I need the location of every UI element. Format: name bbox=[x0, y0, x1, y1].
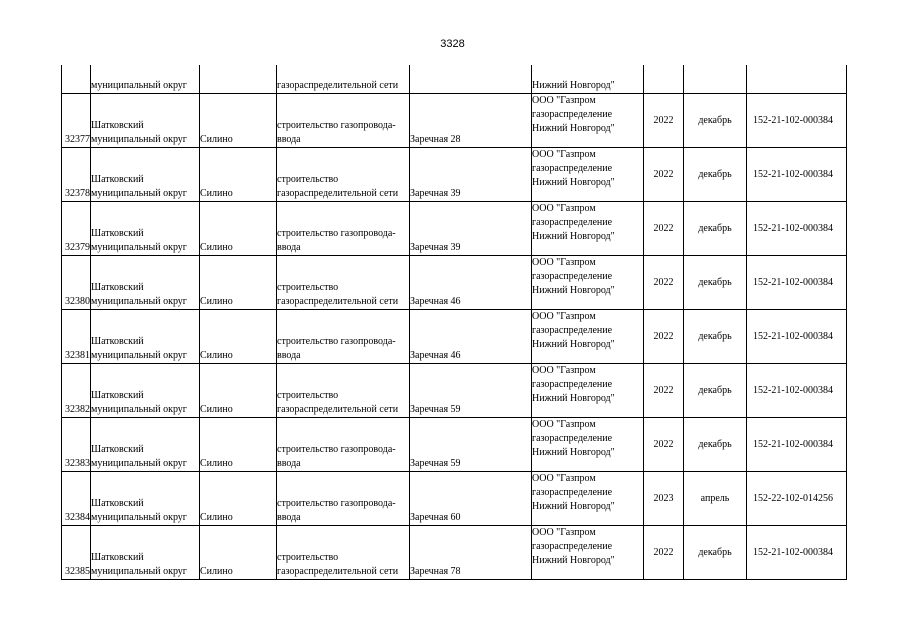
row-number-cell bbox=[62, 94, 91, 148]
code-cell bbox=[747, 256, 847, 310]
district-line-2: муниципальный округ bbox=[91, 350, 187, 361]
work-line-2: ввода bbox=[277, 512, 301, 523]
org-line-1: ООО "Газпром bbox=[532, 203, 596, 214]
district-line-2: муниципальный округ bbox=[91, 242, 187, 253]
district-cell bbox=[91, 418, 200, 472]
district-cell bbox=[91, 472, 200, 526]
district-cell bbox=[91, 148, 200, 202]
org-cell bbox=[532, 148, 644, 202]
permit-code: 152-21-102-000384 bbox=[753, 222, 833, 234]
settlement-cell bbox=[200, 310, 277, 364]
table-row bbox=[62, 364, 847, 418]
table-row bbox=[62, 418, 847, 472]
work-cell bbox=[277, 94, 410, 148]
year: 2023 bbox=[653, 492, 674, 504]
work-cell bbox=[277, 256, 410, 310]
work-line-1: строительство газопровода- bbox=[277, 120, 396, 131]
org-line-3: Нижний Новгород" bbox=[532, 231, 615, 242]
org-line-2: газораспределение bbox=[532, 271, 613, 282]
year-cell bbox=[644, 256, 684, 310]
district-line-1: Шатковский bbox=[91, 444, 144, 455]
settlement-cell bbox=[200, 256, 277, 310]
org-line-1: ООО "Газпром bbox=[532, 149, 596, 160]
year: 2022 bbox=[653, 276, 674, 288]
year: 2022 bbox=[653, 384, 674, 396]
org-line-2: газораспределение bbox=[532, 433, 613, 444]
settlement-cell bbox=[200, 472, 277, 526]
work-cell bbox=[277, 364, 410, 418]
work-line-1: строительство bbox=[277, 174, 339, 185]
month: декабрь bbox=[698, 276, 732, 288]
permit-code: 152-21-102-000384 bbox=[753, 546, 833, 558]
org-line-2: газораспределение bbox=[532, 541, 613, 552]
row-number-cell bbox=[62, 202, 91, 256]
permit-code: 152-21-102-000384 bbox=[753, 114, 833, 126]
work-cell bbox=[277, 526, 410, 580]
work-line-1: строительство газопровода- bbox=[277, 498, 396, 509]
org-line-2: газораспределение bbox=[532, 379, 613, 390]
month-cell bbox=[684, 526, 747, 580]
org-line-1: ООО "Газпром bbox=[532, 257, 596, 268]
row-number-cell bbox=[62, 364, 91, 418]
work-line-1: строительство bbox=[277, 282, 339, 293]
district-line-2: муниципальный округ bbox=[91, 458, 187, 469]
settlement-cell bbox=[200, 364, 277, 418]
month-cell bbox=[684, 310, 747, 364]
row-number: 32383 bbox=[65, 458, 90, 469]
row-number: 32378 bbox=[65, 188, 90, 199]
code-cell bbox=[747, 418, 847, 472]
district-cell bbox=[91, 364, 200, 418]
address-cell bbox=[410, 418, 532, 472]
year-cell bbox=[644, 364, 684, 418]
month-cell bbox=[684, 148, 747, 202]
work-cell bbox=[277, 310, 410, 364]
month: декабрь bbox=[698, 168, 732, 180]
row-number: 32384 bbox=[65, 512, 90, 523]
work-cell bbox=[277, 148, 410, 202]
org-cell bbox=[532, 94, 644, 148]
month-cell bbox=[684, 472, 747, 526]
district-text: муниципальный округ bbox=[91, 80, 187, 91]
year: 2022 bbox=[653, 546, 674, 558]
org-cell bbox=[532, 364, 644, 418]
work-line-2: ввода bbox=[277, 350, 301, 361]
org-line-2: газораспределение bbox=[532, 217, 613, 228]
code-cell bbox=[747, 148, 847, 202]
address-cell bbox=[410, 65, 532, 94]
settlement: Силино bbox=[200, 404, 233, 415]
district-cell bbox=[91, 310, 200, 364]
permit-code: 152-21-102-000384 bbox=[753, 384, 833, 396]
row-number-cell bbox=[62, 526, 91, 580]
row-number: 32381 bbox=[65, 350, 90, 361]
org-line-1: ООО "Газпром bbox=[532, 473, 596, 484]
month-cell bbox=[684, 364, 747, 418]
code-cell bbox=[747, 472, 847, 526]
table-row bbox=[62, 202, 847, 256]
district-line-2: муниципальный округ bbox=[91, 404, 187, 415]
org-cell bbox=[532, 256, 644, 310]
year: 2022 bbox=[653, 168, 674, 180]
page-number: 3328 bbox=[440, 38, 465, 50]
address-cell bbox=[410, 202, 532, 256]
code-cell bbox=[747, 310, 847, 364]
row-number-cell bbox=[62, 256, 91, 310]
year-cell bbox=[644, 202, 684, 256]
permit-code: 152-22-102-014256 bbox=[753, 492, 833, 504]
row-number: 32382 bbox=[65, 404, 90, 415]
settlement: Силино bbox=[200, 566, 233, 577]
table-row bbox=[62, 148, 847, 202]
row-number: 32385 bbox=[65, 566, 90, 577]
work-line-2: газораспределительной сети bbox=[277, 566, 399, 577]
row-number-cell bbox=[62, 148, 91, 202]
work-line-1: строительство газопровода- bbox=[277, 336, 396, 347]
settlement-cell bbox=[200, 65, 277, 94]
work-line-2: газораспределительной сети bbox=[277, 296, 399, 307]
district-line-1: Шатковский bbox=[91, 174, 144, 185]
org-line-3: Нижний Новгород" bbox=[532, 123, 615, 134]
address: Заречная 46 bbox=[410, 296, 461, 307]
code-cell bbox=[747, 202, 847, 256]
table-row bbox=[62, 310, 847, 364]
register-table bbox=[61, 65, 847, 580]
work-cell bbox=[277, 65, 410, 94]
district-line-2: муниципальный округ bbox=[91, 134, 187, 145]
org-line-3: Нижний Новгород" bbox=[532, 285, 615, 296]
table-row bbox=[62, 256, 847, 310]
code-cell bbox=[747, 364, 847, 418]
code-cell bbox=[747, 65, 847, 94]
district-line-2: муниципальный округ bbox=[91, 188, 187, 199]
address: Заречная 46 bbox=[410, 350, 461, 361]
org-line-3: Нижний Новгород" bbox=[532, 393, 615, 404]
year-cell bbox=[644, 418, 684, 472]
permit-code: 152-21-102-000384 bbox=[753, 276, 833, 288]
work-line-1: строительство газопровода- bbox=[277, 444, 396, 455]
work-cell bbox=[277, 202, 410, 256]
org-line-1: ООО "Газпром bbox=[532, 365, 596, 376]
work-line-2: ввода bbox=[277, 458, 301, 469]
org-line-3: Нижний Новгород" bbox=[532, 501, 615, 512]
continuation-row bbox=[62, 65, 847, 94]
address: Заречная 39 bbox=[410, 188, 461, 199]
month: декабрь bbox=[698, 384, 732, 396]
org-line-1: ООО "Газпром bbox=[532, 311, 596, 322]
row-number-cell bbox=[62, 472, 91, 526]
year-cell bbox=[644, 310, 684, 364]
org-line-3: Нижний Новгород" bbox=[532, 339, 615, 350]
year-cell bbox=[644, 472, 684, 526]
org-line-3: Нижний Новгород" bbox=[532, 555, 615, 566]
org-cell bbox=[532, 310, 644, 364]
address: Заречная 78 bbox=[410, 566, 461, 577]
work-cell bbox=[277, 418, 410, 472]
year: 2022 bbox=[653, 222, 674, 234]
org-line-1: ООО "Газпром bbox=[532, 95, 596, 106]
settlement: Силино bbox=[200, 296, 233, 307]
district-line-1: Шатковский bbox=[91, 336, 144, 347]
settlement-cell bbox=[200, 526, 277, 580]
month: декабрь bbox=[698, 330, 732, 342]
district-line-2: муниципальный округ bbox=[91, 566, 187, 577]
work-line-1: строительство bbox=[277, 390, 339, 401]
month-cell bbox=[684, 256, 747, 310]
code-cell bbox=[747, 94, 847, 148]
settlement: Силино bbox=[200, 188, 233, 199]
address-cell bbox=[410, 364, 532, 418]
year-cell bbox=[644, 94, 684, 148]
district-cell bbox=[91, 94, 200, 148]
org-line-3: Нижний Новгород" bbox=[532, 447, 615, 458]
code-cell bbox=[747, 526, 847, 580]
year-cell bbox=[644, 526, 684, 580]
row-number-cell bbox=[62, 418, 91, 472]
address: Заречная 60 bbox=[410, 512, 461, 523]
month-cell bbox=[684, 418, 747, 472]
district-line-1: Шатковский bbox=[91, 498, 144, 509]
table-row bbox=[62, 472, 847, 526]
month-cell bbox=[684, 202, 747, 256]
permit-code: 152-21-102-000384 bbox=[753, 438, 833, 450]
row-number: 32379 bbox=[65, 242, 90, 253]
district-cell bbox=[91, 202, 200, 256]
num-cell bbox=[62, 65, 91, 94]
year-cell bbox=[644, 65, 684, 94]
org-line-2: газораспределение bbox=[532, 325, 613, 336]
address-cell bbox=[410, 256, 532, 310]
district-line-1: Шатковский bbox=[91, 552, 144, 563]
district-line-2: муниципальный округ bbox=[91, 512, 187, 523]
settlement: Силино bbox=[200, 458, 233, 469]
permit-code: 152-21-102-000384 bbox=[753, 168, 833, 180]
org-cell bbox=[532, 526, 644, 580]
org-cell bbox=[532, 418, 644, 472]
settlement-cell bbox=[200, 94, 277, 148]
work-line-2: газораспределительной сети bbox=[277, 188, 399, 199]
settlement-cell bbox=[200, 148, 277, 202]
month-cell bbox=[684, 94, 747, 148]
district-line-1: Шатковский bbox=[91, 390, 144, 401]
district-cell bbox=[91, 526, 200, 580]
month: декабрь bbox=[698, 114, 732, 126]
work-text: газораспределительной сети bbox=[277, 80, 399, 91]
work-cell bbox=[277, 472, 410, 526]
address-cell bbox=[410, 526, 532, 580]
address: Заречная 28 bbox=[410, 134, 461, 145]
month-cell bbox=[684, 65, 747, 94]
table-row bbox=[62, 94, 847, 148]
address: Заречная 39 bbox=[410, 242, 461, 253]
org-text: Нижний Новгород" bbox=[532, 80, 615, 91]
month: декабрь bbox=[698, 222, 732, 234]
work-line-2: ввода bbox=[277, 242, 301, 253]
work-line-1: строительство газопровода- bbox=[277, 228, 396, 239]
work-line-1: строительство bbox=[277, 552, 339, 563]
settlement-cell bbox=[200, 202, 277, 256]
settlement: Силино bbox=[200, 350, 233, 361]
district-cell bbox=[91, 256, 200, 310]
work-line-2: газораспределительной сети bbox=[277, 404, 399, 415]
month: декабрь bbox=[698, 438, 732, 450]
address-cell bbox=[410, 310, 532, 364]
org-cell bbox=[532, 65, 644, 94]
district-line-1: Шатковский bbox=[91, 228, 144, 239]
year: 2022 bbox=[653, 114, 674, 126]
row-number-cell bbox=[62, 310, 91, 364]
year: 2022 bbox=[653, 330, 674, 342]
month: апрель bbox=[700, 492, 730, 504]
district-cell bbox=[91, 65, 200, 94]
settlement: Силино bbox=[200, 242, 233, 253]
settlement: Силино bbox=[200, 512, 233, 523]
year-cell bbox=[644, 148, 684, 202]
table-row bbox=[62, 526, 847, 580]
settlement-cell bbox=[200, 418, 277, 472]
month: декабрь bbox=[698, 546, 732, 558]
district-line-1: Шатковский bbox=[91, 282, 144, 293]
org-cell bbox=[532, 472, 644, 526]
org-cell bbox=[532, 202, 644, 256]
permit-code: 152-21-102-000384 bbox=[753, 330, 833, 342]
address-cell bbox=[410, 472, 532, 526]
org-line-1: ООО "Газпром bbox=[532, 527, 596, 538]
work-line-2: ввода bbox=[277, 134, 301, 145]
district-line-1: Шатковский bbox=[91, 120, 144, 131]
org-line-2: газораспределение bbox=[532, 487, 613, 498]
row-number: 32380 bbox=[65, 296, 90, 307]
address: Заречная 59 bbox=[410, 458, 461, 469]
org-line-1: ООО "Газпром bbox=[532, 419, 596, 430]
year: 2022 bbox=[653, 438, 674, 450]
org-line-2: газораспределение bbox=[532, 163, 613, 174]
row-number: 32377 bbox=[65, 134, 90, 145]
district-line-2: муниципальный округ bbox=[91, 296, 187, 307]
address-cell bbox=[410, 94, 532, 148]
address: Заречная 59 bbox=[410, 404, 461, 415]
org-line-2: газораспределение bbox=[532, 109, 613, 120]
settlement: Силино bbox=[200, 134, 233, 145]
org-line-3: Нижний Новгород" bbox=[532, 177, 615, 188]
address-cell bbox=[410, 148, 532, 202]
